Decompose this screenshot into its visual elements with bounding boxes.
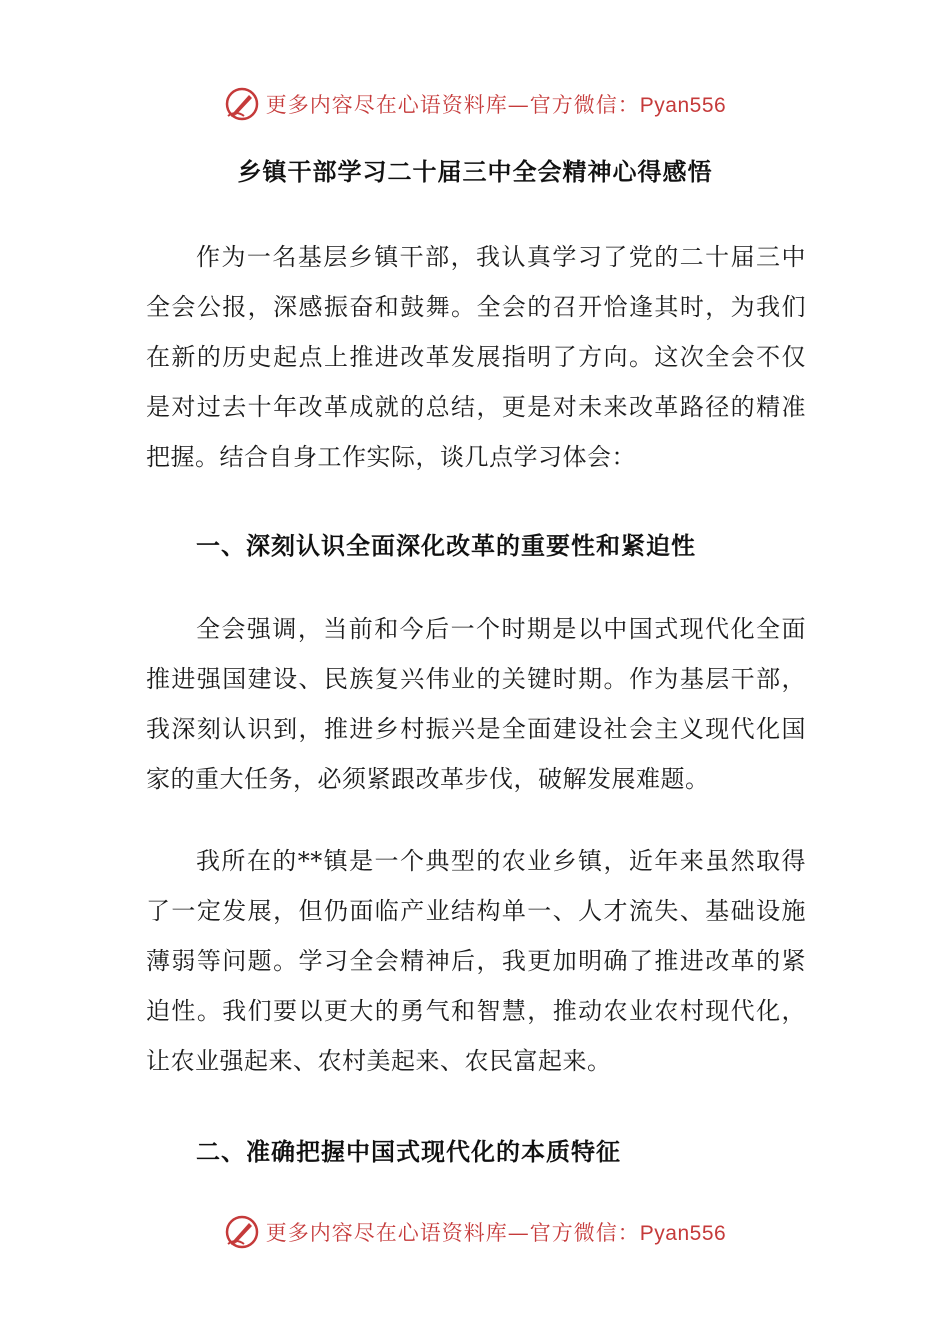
section1-paragraph-2: 我所在的**镇是一个典型的农业乡镇，近年来虽然取得了一定发展，但仍面临产业结构单一、人才流失、基础设施薄弱等问题。学习全会精神后，我更加明确了推进改革的紧迫性。我们要以更大的勇气和智慧，推动农业农村现代化，让农业强起来、农村美起来、农民富起来。 — [146, 847, 806, 1075]
pen-circle-logo-icon — [224, 86, 260, 122]
banner-text — [266, 89, 726, 119]
section-heading-1: 一、深刻认识全面深化改革的重要性和紧迫性 — [196, 532, 696, 560]
footer-banner — [0, 1210, 950, 1254]
banner-prefix: 更多内容尽在心语资料库—官方微信： — [265, 93, 640, 117]
document-title: 乡镇干部学习二十届三中全会精神心得感悟 — [237, 158, 713, 186]
section1-paragraph-1: 全会强调，当前和今后一个时期是以中国式现代化全面推进强国建设、民族复兴伟业的关键时期。作为基层干部，我深刻认识到，推进乡村振兴是全面建设社会主义现代化国家的重大任务，必须紧跟改革步伐，破解发展难题。 — [146, 615, 806, 793]
banner-prefix: 更多内容尽在心语资料库—官方微信： — [265, 1221, 640, 1245]
pen-circle-logo-icon — [224, 1214, 260, 1250]
banner-wechat-id: Pyan556 — [639, 94, 727, 117]
section-heading-2: 二、准确把握中国式现代化的本质特征 — [196, 1138, 621, 1166]
header-banner — [0, 82, 950, 126]
intro-paragraph: 作为一名基层乡镇干部，我认真学习了党的二十届三中全会公报，深感振奋和鼓舞。全会的召开恰逢其时，为我们在新的历史起点上推进改革发展指明了方向。这次全会不仅是对过去十年改革成就的总结，更是对未来改革路径的精准把握。结合自身工作实际，谈几点学习体会： — [146, 243, 806, 471]
banner-wechat-id: Pyan556 — [639, 1222, 727, 1245]
banner-text — [266, 1217, 726, 1247]
